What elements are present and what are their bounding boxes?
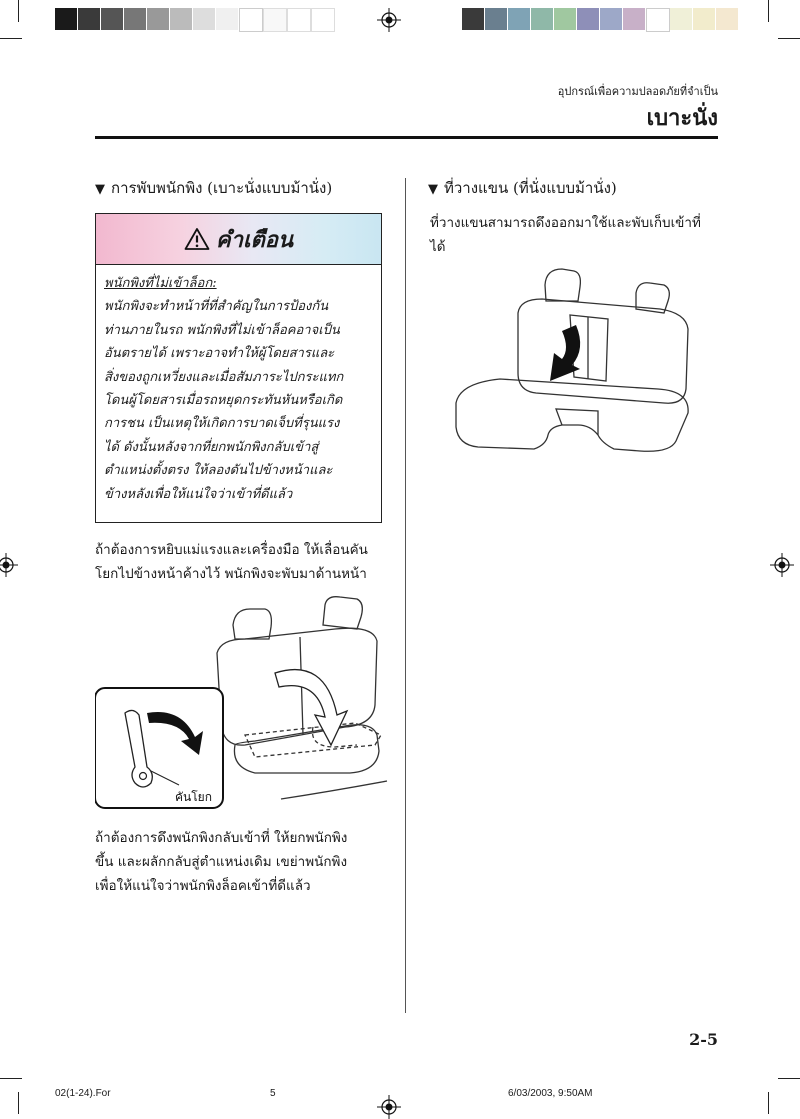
warning-lead: พนักพิงที่ไม่เข้าล็อก:: [104, 276, 217, 291]
crop-mark: [18, 1092, 19, 1114]
warning-line: โดนผู้โดยสารเมื่อรถหยุดกระทันหันหรือเกิด: [104, 393, 343, 409]
color-calibration-bar-left: [55, 8, 335, 30]
warning-line: ข้างหลังเพื่อให้แน่ใจว่าเข้าที่ดีแล้ว: [104, 486, 293, 502]
warning-line: ตำแหน่งตั้งตรง ให้ลองดันไปข้างหน้าและ: [104, 463, 333, 479]
down-triangle-icon: ▼: [95, 182, 105, 197]
crop-mark: [0, 1078, 22, 1079]
warning-line: ได้ ดังนั้นหลังจากที่ยกพนักพิงกลับเข้าสู่: [104, 439, 319, 455]
crop-mark: [0, 38, 22, 39]
footer-timestamp: 6/03/2003, 9:50AM: [508, 1088, 593, 1099]
left-heading-text: การพับพนักพิง (เบาะนั่งแบบม้านั่ง): [111, 179, 333, 197]
section-subtitle: อุปกรณ์เพื่อความปลอดภัยที่จำเป็น: [557, 85, 718, 98]
paragraph-line: ที่วางแขนสามารถดึงออกมาใช้และพับเก็บเข้าที่: [430, 215, 701, 231]
warning-triangle-icon: [184, 227, 210, 251]
right-section-heading: [428, 176, 617, 200]
warning-title: คำเตือน: [215, 226, 294, 253]
warning-banner: [96, 214, 381, 265]
paragraph-line: ขึ้น และผลักกลับสู่ตำแหน่งเดิม เขย่าพนักพิง: [95, 854, 348, 870]
paragraph-line: ถ้าต้องการหยิบแม่แรงและเครื่องมือ ให้เลื่อนคัน: [95, 542, 368, 558]
crop-mark: [768, 1092, 769, 1114]
paragraph-line: เพื่อให้แน่ใจว่าพนักพิงล็อคเข้าที่ดีแล้ว: [95, 878, 311, 894]
registration-target-icon: [0, 553, 18, 577]
warning-line: การชน เป็นเหตุให้เกิดการบาดเจ็บที่รุนแรง: [104, 416, 340, 432]
color-calibration-bar-right: [462, 8, 739, 30]
paragraph-return-instructions: [95, 826, 390, 898]
warning-line: ท่านภายในรถ พนักพิงที่ไม่เข้าล็อคอาจเป็น: [104, 322, 340, 338]
armrest-paragraph: [430, 211, 720, 259]
page-title: เบาะนั่ง: [646, 105, 718, 131]
footer-file: 02(1-24).For: [55, 1088, 111, 1099]
paragraph-line: ได้: [430, 239, 446, 255]
page-number: 2-5: [689, 1030, 718, 1049]
crop-mark: [768, 0, 769, 22]
crop-mark: [778, 1078, 800, 1079]
registration-target-icon: [377, 1095, 401, 1119]
header-rule: [95, 136, 718, 139]
warning-text: [104, 272, 376, 506]
column-divider: [405, 178, 406, 1013]
warning-line: พนักพิงจะทำหน้าที่ที่สำคัญในการป้องกัน: [104, 299, 329, 315]
footer-page: 5: [270, 1088, 276, 1099]
warning-line: สิ่งของถูกเหวี่ยงและเมื่อสัมภาระไปกระแทก: [104, 369, 344, 385]
crop-mark: [18, 0, 19, 22]
crop-mark: [778, 38, 800, 39]
paragraph-line: โยกไปข้างหน้าค้างไว้ พนักพิงจะพับมาด้านหน้า: [95, 566, 367, 582]
seat-fold-illustration: [95, 595, 390, 810]
armrest-illustration: [450, 265, 700, 455]
down-triangle-icon: ▼: [428, 182, 438, 197]
paragraph-line: ถ้าต้องการดึงพนักพิงกลับเข้าที่ ให้ยกพนักพิง: [95, 830, 348, 846]
warning-line: อันตรายได้ เพราะอาจทำให้ผู้โดยสารและ: [104, 346, 335, 362]
warning-box: [95, 213, 382, 523]
right-heading-text: ที่วางแขน (ที่นั่งแบบม้านั่ง): [444, 179, 617, 197]
lever-label: คันโยก: [175, 790, 212, 804]
registration-target-icon: [770, 553, 794, 577]
registration-target-icon: [377, 8, 401, 32]
paragraph-fold-instructions: [95, 538, 390, 586]
left-section-heading: [95, 176, 332, 200]
